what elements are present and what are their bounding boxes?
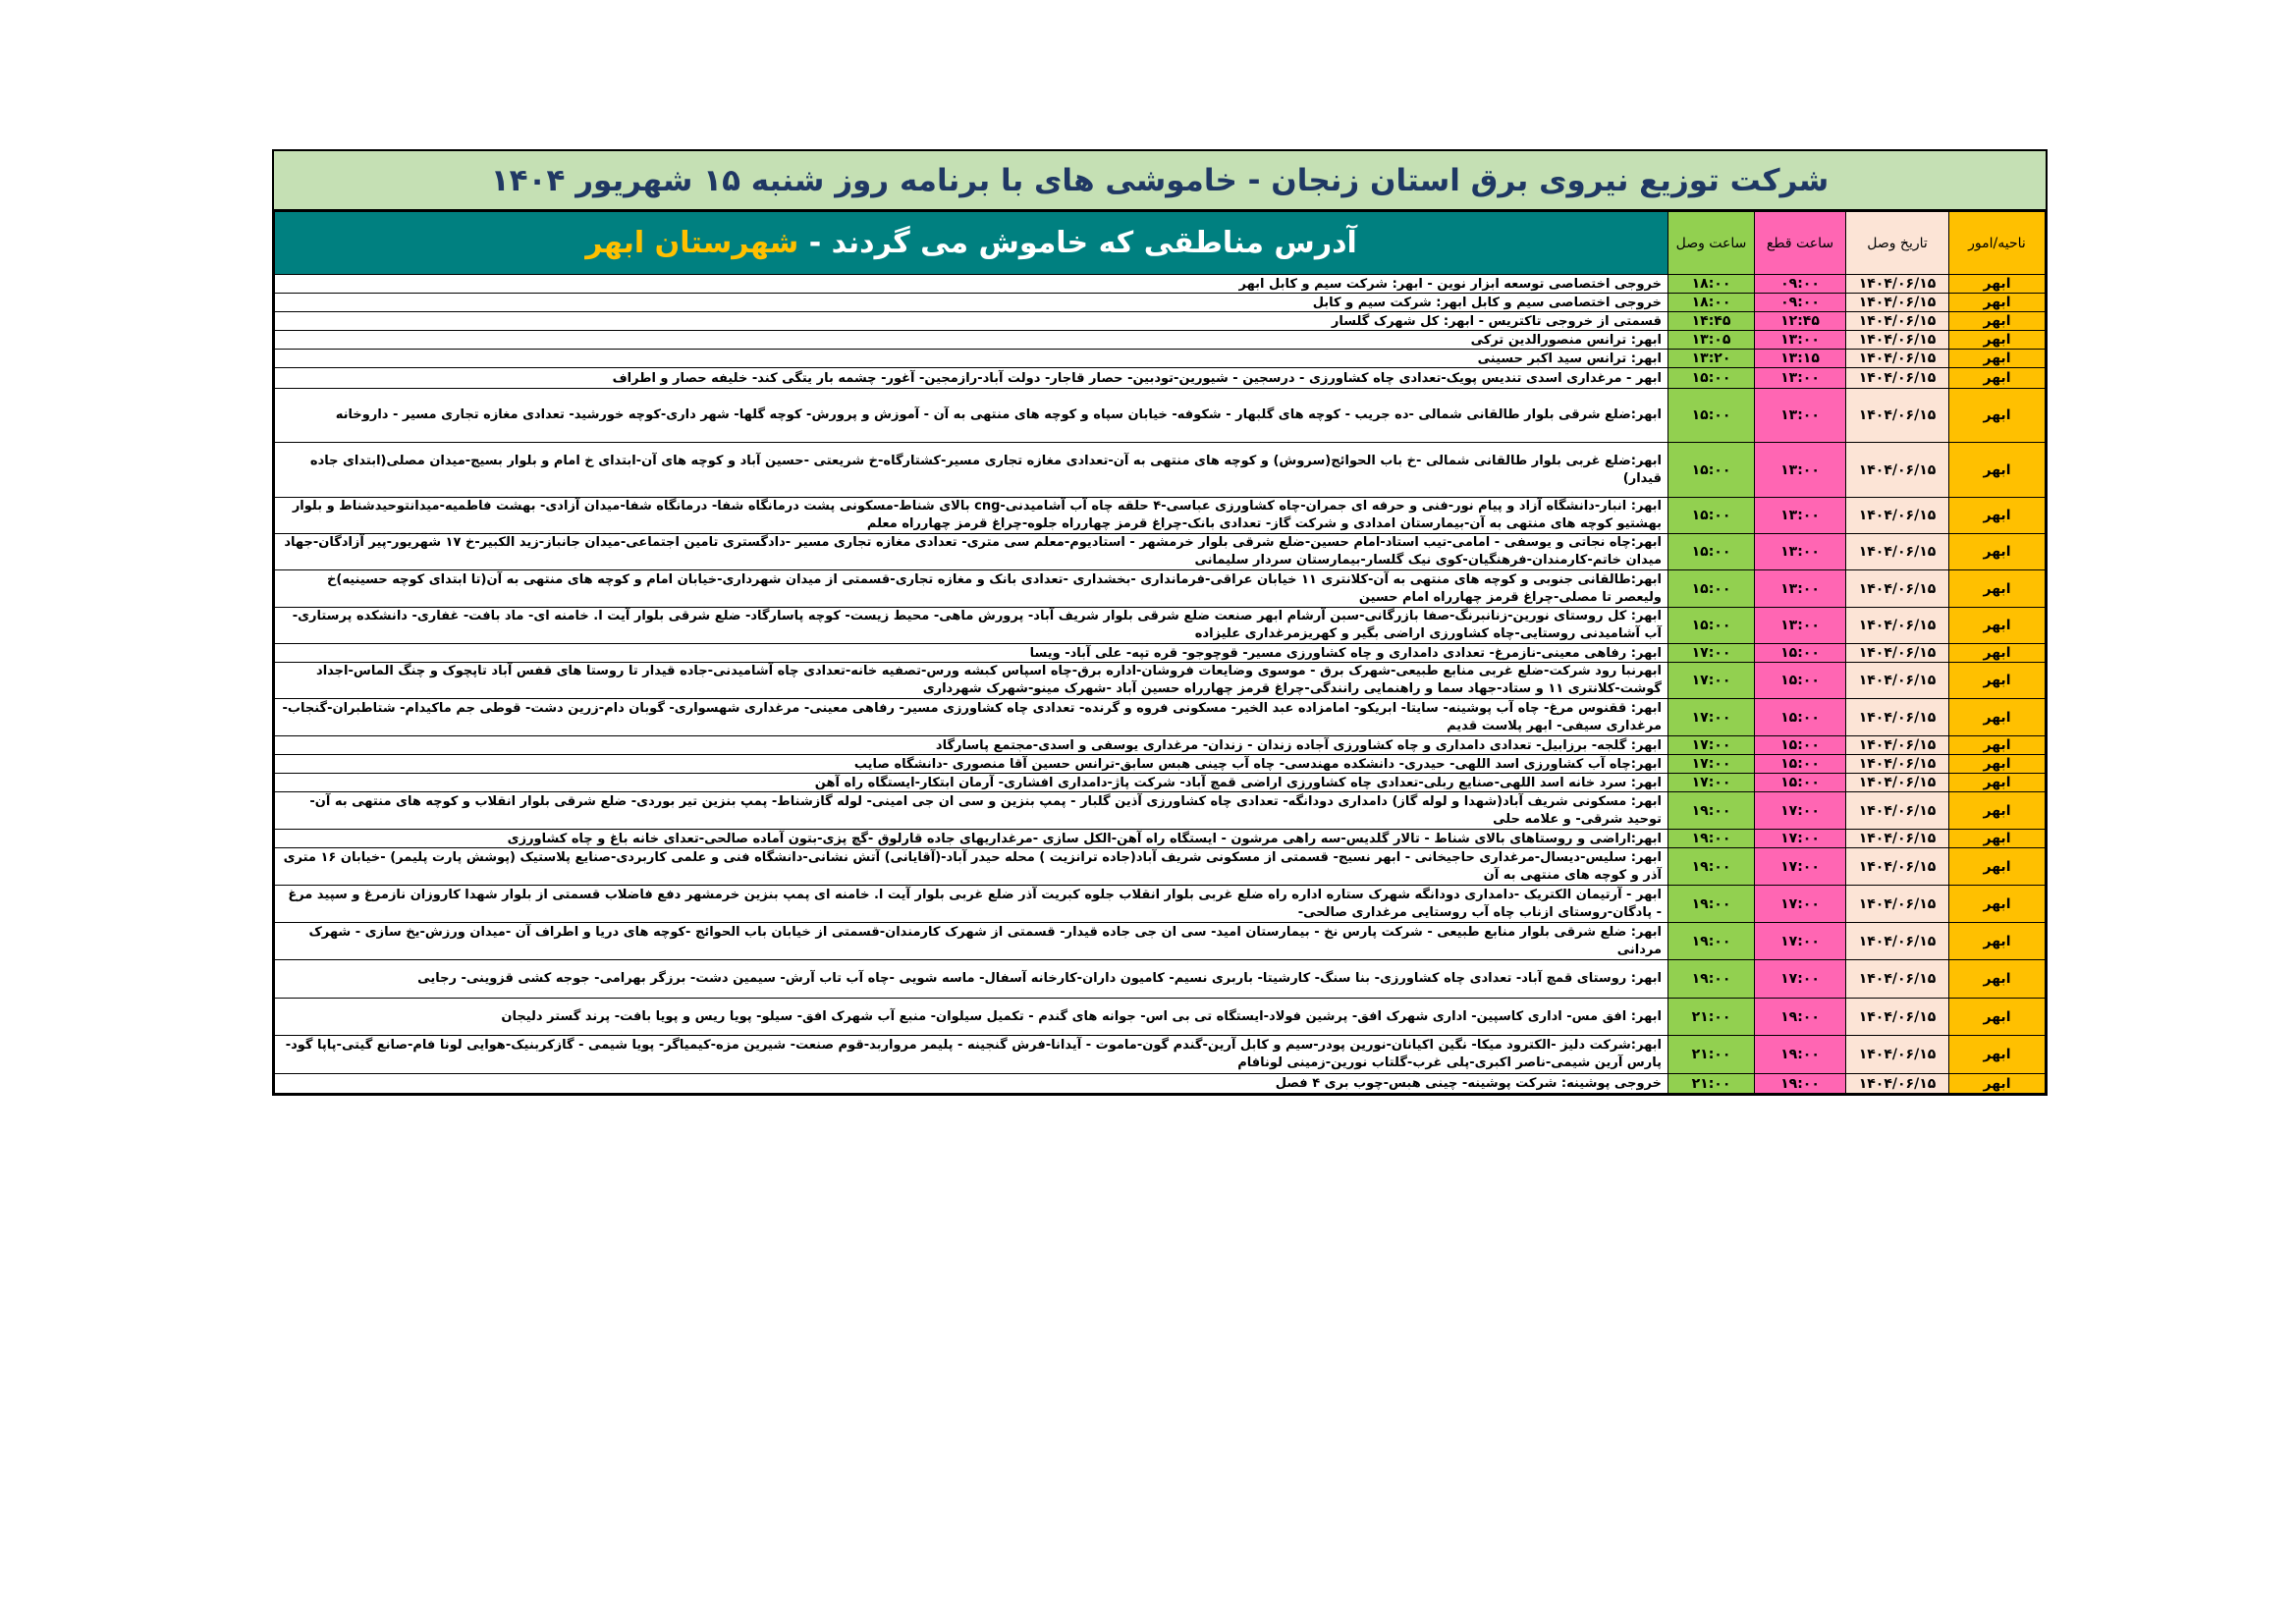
table-row [275, 755, 2046, 774]
cell-connect-time: ۱۹:۰۰ [1668, 960, 1755, 999]
cell-cut-time: ۱۳:۰۰ [1755, 534, 1846, 570]
cell-connect-time: ۱۵:۰۰ [1668, 389, 1755, 443]
cell-address: ابهر: ققنوس مرغ- چاه آب پوشینه- سایتا- ابریکو- امامزاده عبد الخیر- مسکونی فروه و گرنده- تعدادی چاه کشاورزی مسیر- رفاهی معینی- مرغداری شهسواری- گوبان دام-زرین دشت- قوطی جم ماکیدام- شتاطبران-گنجاب-مرغداری سیفی- ابهر پلاست قدیم [275, 699, 1668, 736]
table-row [275, 368, 2046, 389]
table-row [275, 294, 2046, 312]
cell-area: ابهر [1949, 755, 2046, 774]
cell-area: ابهر [1949, 663, 2046, 699]
cell-connect-time: ۱۵:۰۰ [1668, 368, 1755, 389]
table-row [275, 848, 2046, 886]
table-row [275, 923, 2046, 960]
cell-address: ابهر: روستای قمچ آباد- تعدادی چاه کشاورزی- بنا سنگ- کارشیتا- باربری نسیم- کامیون داران-کارخانه آسفال- ماسه شویی -چاه آب تاب آرش- سیمین دشت- برزگر بهرامی- جوجه کشی قزوینی- رجایی [275, 960, 1668, 999]
cell-address: ابهرنبا رود شرکت-ضلع غربی منابع طبیعی-شهرک برق - موسوی وضایعات فروشان-اداره برق-چاه اسپاس کبشه ورس-تصفیه خانه-تعدادی چاه آشامیدنی-جاده قیدار تا روستا های قفس آباد تاپچوک و چنگ الماس-اجداد گوشت-کلانتری ۱۱ و ستاد-جهاد سما و راهنمایی رانندگی-چراغ قرمز چهارراه حسین آباد -شهرک مینو-شهرک شهرداری [275, 663, 1668, 699]
table-row [275, 498, 2046, 534]
cell-date: ۱۴۰۴/۰۶/۱۵ [1846, 275, 1949, 294]
cell-connect-time: ۱۴:۴۵ [1668, 312, 1755, 331]
cell-area: ابهر [1949, 443, 2046, 498]
cell-area: ابهر [1949, 999, 2046, 1036]
title-company: شرکت توزیع نیروی برق استان زنجان [1271, 162, 1830, 198]
cell-address: ابهر:شرکت دلیز -الکترود میکا- نگین اکیانان-نورین پودر-سیم و کابل آرین-گندم گون-ماموت - آیدانا-فرش گنجینه - پلیمر مرواربد-قوم صنعت- شیرین مزه-کیمیاگر- پویا شیمی - گازکربنیک-هوایی لونا فام-صانع گیتی-پاپا گود-پارس آرین شیمی-ناصر اکبری-پلی غرب-گلتاب نورین-زمینی لونافام [275, 1036, 1668, 1074]
table-row [275, 275, 2046, 294]
header-date: تاریخ وصل [1846, 212, 1949, 275]
cell-address: ابهر - مرغداری اسدی تندیس پویک-تعدادی چاه کشاورزی - درسجین - شیورین-تودبین- حصار قاجار- دولت آباد-رازمجین- آغور- چشمه بار یتگی کند- خلیفه حصار و اطراف [275, 368, 1668, 389]
cell-date: ۱۴۰۴/۰۶/۱۵ [1846, 1036, 1949, 1074]
cell-cut-time: ۰۹:۰۰ [1755, 275, 1846, 294]
cell-address: خروجی اختصاصی توسعه ابزار نوین - ابهر: شرکت سیم و کابل ابهر [275, 275, 1668, 294]
cell-date: ۱۴۰۴/۰۶/۱۵ [1846, 350, 1949, 368]
cell-connect-time: ۲۱:۰۰ [1668, 999, 1755, 1036]
cell-connect-time: ۱۹:۰۰ [1668, 848, 1755, 886]
cell-cut-time: ۱۳:۱۵ [1755, 350, 1846, 368]
cell-address: ابهر: کل روستای نورین-زنانبرنگ-صفا بازرگانی-سبن آرشام ابهر صنعت ضلع شرقی بلوار شریف آباد- پرورش ماهی- محیط زیست- کوچه پاسارگاد- ضلع شرقی بلوار آیت ا. خامنه ای- ماد بافت- غفاری- دانشکده پرستاری-آب آشامیدنی روستایی-چاه کشاورزی اراضی بگیر و کهریزمرغداری علیزاده [275, 608, 1668, 644]
cell-cut-time: ۱۹:۰۰ [1755, 999, 1846, 1036]
cell-area: ابهر [1949, 350, 2046, 368]
cell-date: ۱۴۰۴/۰۶/۱۵ [1846, 608, 1949, 644]
cell-date: ۱۴۰۴/۰۶/۱۵ [1846, 1074, 1949, 1094]
cell-cut-time: ۱۲:۴۵ [1755, 312, 1846, 331]
cell-connect-time: ۱۳:۲۰ [1668, 350, 1755, 368]
cell-cut-time: ۱۳:۰۰ [1755, 443, 1846, 498]
cell-address: خروجی پوشینه: شرکت پوشینه- چینی هبس-چوب بری ۴ فصل [275, 1074, 1668, 1094]
cell-cut-time: ۱۷:۰۰ [1755, 848, 1846, 886]
cell-date: ۱۴۰۴/۰۶/۱۵ [1846, 923, 1949, 960]
cell-cut-time: ۱۵:۰۰ [1755, 736, 1846, 755]
table-row [275, 534, 2046, 570]
cell-area: ابهر [1949, 331, 2046, 350]
cell-connect-time: ۱۷:۰۰ [1668, 699, 1755, 736]
cell-area: ابهر [1949, 736, 2046, 755]
cell-cut-time: ۱۵:۰۰ [1755, 755, 1846, 774]
cell-date: ۱۴۰۴/۰۶/۱۵ [1846, 999, 1949, 1036]
cell-address: ابهر: افق مس- اداری کاسپین- اداری شهرک افق- پرشین فولاد-ایستگاه تی بی اس- جوانه های گندم - تکمیل سیلوان- منبع آب شهرک افق- سیلو- پویا ریس و پویا بافت- پرند گستر دلیجان [275, 999, 1668, 1036]
cell-area: ابهر [1949, 389, 2046, 443]
header-city: شهرستان ابهر [585, 226, 799, 260]
cell-area: ابهر [1949, 830, 2046, 848]
cell-area: ابهر [1949, 699, 2046, 736]
cell-connect-time: ۱۹:۰۰ [1668, 830, 1755, 848]
table-row [275, 608, 2046, 644]
cell-address: ابهر: مسکونی شریف آباد(شهدا و لوله گاز) دامداری دودانگه- تعدادی چاه کشاورزی آذین گلبار - پمپ بنزین و سی ان جی امینی- لوله گازشناط- پمپ بنزین تیر بوردی- ضلع شرقی بلوار انقلاب و کوچه های منتهی به آن- توحید شرقی- و علامه حلی [275, 792, 1668, 830]
cell-connect-time: ۱۹:۰۰ [1668, 886, 1755, 923]
header-area: ناحیه/امور [1949, 212, 2046, 275]
cell-address: ابهر: ترانس منصورالدین ترکی [275, 331, 1668, 350]
table-row [275, 312, 2046, 331]
cell-address: ابهر - آرتیمان الکتریک -دامداری دودانگه شهرک ستاره اداره راه ضلع غربی بلوار انقلاب جلوه کبریت آذر ضلع غربی بلوار آیت ا. خامنه ای پمپ بنزین خرمشهر دفع فاضلاب قسمتی از بلوار شهدا کاروزان نازمرغ و سپید مرغ - پادگان-روستای ازناب چاه آب روستایی مرغداری صالحی- [275, 886, 1668, 923]
cell-date: ۱۴۰۴/۰۶/۱۵ [1846, 294, 1949, 312]
cell-cut-time: ۱۳:۰۰ [1755, 608, 1846, 644]
cell-connect-time: ۱۷:۰۰ [1668, 774, 1755, 792]
cell-area: ابهر [1949, 644, 2046, 663]
table-row [275, 699, 2046, 736]
cell-connect-time: ۱۸:۰۰ [1668, 275, 1755, 294]
cell-cut-time: ۱۷:۰۰ [1755, 923, 1846, 960]
cell-date: ۱۴۰۴/۰۶/۱۵ [1846, 830, 1949, 848]
cell-date: ۱۴۰۴/۰۶/۱۵ [1846, 848, 1949, 886]
cell-date: ۱۴۰۴/۰۶/۱۵ [1846, 663, 1949, 699]
cell-area: ابهر [1949, 923, 2046, 960]
table-row [275, 331, 2046, 350]
cell-area: ابهر [1949, 792, 2046, 830]
cell-cut-time: ۱۳:۰۰ [1755, 331, 1846, 350]
title-schedule: خاموشی های با برنامه روز شنبه ۱۵ شهریور ۱۴۰۴ [490, 162, 1237, 198]
cell-date: ۱۴۰۴/۰۶/۱۵ [1846, 534, 1949, 570]
cell-connect-time: ۱۹:۰۰ [1668, 792, 1755, 830]
cell-date: ۱۴۰۴/۰۶/۱۵ [1846, 755, 1949, 774]
cell-connect-time: ۱۵:۰۰ [1668, 534, 1755, 570]
cell-address: ابهر: رفاهی معینی-نازمرغ- تعدادی دامداری و چاه کشاورزی مسیر- قوچوجو- قره تپه- علی آباد- ویسا [275, 644, 1668, 663]
cell-cut-time: ۱۷:۰۰ [1755, 886, 1846, 923]
cell-connect-time: ۱۵:۰۰ [1668, 608, 1755, 644]
cell-date: ۱۴۰۴/۰۶/۱۵ [1846, 644, 1949, 663]
table-row [275, 830, 2046, 848]
cell-cut-time: ۱۵:۰۰ [1755, 699, 1846, 736]
cell-address: ابهر: گلجه- برزابیل- تعدادی دامداری و چاه کشاورزی آجاده زندان - زندان- مرغداری یوسفی و اسدی-مجتمع پاسارگاد [275, 736, 1668, 755]
cell-address: ابهر: ترانس سید اکبر حسینی [275, 350, 1668, 368]
table-row [275, 792, 2046, 830]
cell-date: ۱۴۰۴/۰۶/۱۵ [1846, 699, 1949, 736]
cell-date: ۱۴۰۴/۰۶/۱۵ [1846, 498, 1949, 534]
cell-cut-time: ۱۳:۰۰ [1755, 498, 1846, 534]
title-separator: - [1236, 162, 1272, 198]
page-title [274, 151, 2046, 211]
cell-area: ابهر [1949, 294, 2046, 312]
cell-connect-time: ۱۵:۰۰ [1668, 498, 1755, 534]
cell-address: ابهر:طالقانی جنوبی و کوچه های منتهی به آن-کلانتری ۱۱ خیابان عراقی-فرمانداری -بخشداری -تعدادی بانک و مغازه تجاری-قسمتی از میدان شهرداری-خیابان امام و کوچه های منتهی به آن(تا ابتدای کوچه حسینیه)خ ولیعصر تا مصلی-چراغ قرمز چهارراه امام حسین [275, 570, 1668, 608]
cell-cut-time: ۱۷:۰۰ [1755, 792, 1846, 830]
cell-address: ابهر:ضلع شرقی بلوار طالقانی شمالی -ده جریب - کوچه های گلبهار - شکوفه- خیابان سپاه و کوچه های منتهی به آن - آموزش و پرورش- کوچه گلها- شهر داری-کوچه خورشید- تعدادی مغازه تجاری مسیر - داروخانه [275, 389, 1668, 443]
table-row [275, 350, 2046, 368]
cell-connect-time: ۱۵:۰۰ [1668, 570, 1755, 608]
cell-area: ابهر [1949, 312, 2046, 331]
cell-date: ۱۴۰۴/۰۶/۱۵ [1846, 774, 1949, 792]
table-row [275, 774, 2046, 792]
table-row [275, 960, 2046, 999]
cell-connect-time: ۲۱:۰۰ [1668, 1074, 1755, 1094]
table-row [275, 736, 2046, 755]
table-row [275, 663, 2046, 699]
cell-date: ۱۴۰۴/۰۶/۱۵ [1846, 886, 1949, 923]
table-header-row [275, 212, 2046, 275]
outage-sheet [272, 149, 2048, 1096]
cell-cut-time: ۱۷:۰۰ [1755, 960, 1846, 999]
cell-area: ابهر [1949, 275, 2046, 294]
cell-area: ابهر [1949, 570, 2046, 608]
header-cut-time: ساعت قطع [1755, 212, 1846, 275]
cell-cut-time: ۱۳:۰۰ [1755, 368, 1846, 389]
cell-address: ابهر:چاه آب کشاورزی اسد اللهی- حیدری- دانشکده مهندسی- چاه آب چینی هبس سابق-ترانس حسین آقا منصوری -دانشگاه صایب [275, 755, 1668, 774]
cell-cut-time: ۱۷:۰۰ [1755, 830, 1846, 848]
cell-address: ابهر: ضلع شرقی بلوار منابع طبیعی - شرکت پارس نخ - بیمارستان امید- سی ان جی جاده قیدار- قسمتی از شهرک کارمندان-قسمتی از خیابان باب الحوائج -کوچه های دریا و اطراف آن -میدان ورزش-یخ سازی - شهرک مردانی [275, 923, 1668, 960]
cell-date: ۱۴۰۴/۰۶/۱۵ [1846, 368, 1949, 389]
table-row [275, 886, 2046, 923]
cell-cut-time: ۰۹:۰۰ [1755, 294, 1846, 312]
cell-address: ابهر:چاه نجاتی و یوسفی - امامی-تیب استاد-امام حسین-ضلع شرقی بلوار خرمشهر - استادیوم-معلم سی متری- تعدادی مغازه تجاری مسیر -دادگستری تامین اجتماعی-میدان جانباز-زید الکبیر-خ ۱۷ شهریور-پیر آزادگان-جهاد میدان خاتم-کارمندان-فرهنگیان-کوی نیک گلسار-بیمارستان سردار سلیمانی [275, 534, 1668, 570]
cell-connect-time: ۲۱:۰۰ [1668, 1036, 1755, 1074]
cell-area: ابهر [1949, 774, 2046, 792]
cell-cut-time: ۱۵:۰۰ [1755, 663, 1846, 699]
header-connect-time: ساعت وصل [1668, 212, 1755, 275]
cell-address: ابهر:اراضی و روستاهای بالای شناط - تالار گلدیس-سه راهی مرشون - ایستگاه راه آهن-الکل سازی -مرغداریهای جاده قارلوق -گچ پزی-بتون آماده صالحی-تعدای خانه باغ و چاه کشاورزی [275, 830, 1668, 848]
cell-address: ابهر:ضلع غربی بلوار طالقانی شمالی -خ باب الحوائج(سروش) و کوچه های منتهی به آن-تعدادی مغازه تجاری مسیر-کشتارگاه-خ شریعتی -حسین آباد و کوچه های آن-ابتدای خ امام و بلوار بسیج-میدان مصلی(ابتدای جاده قیدار) [275, 443, 1668, 498]
cell-connect-time: ۱۵:۰۰ [1668, 443, 1755, 498]
cell-date: ۱۴۰۴/۰۶/۱۵ [1846, 312, 1949, 331]
table-row [275, 644, 2046, 663]
cell-area: ابهر [1949, 886, 2046, 923]
cell-date: ۱۴۰۴/۰۶/۱۵ [1846, 792, 1949, 830]
cell-area: ابهر [1949, 960, 2046, 999]
cell-area: ابهر [1949, 498, 2046, 534]
cell-connect-time: ۱۸:۰۰ [1668, 294, 1755, 312]
cell-connect-time: ۱۷:۰۰ [1668, 736, 1755, 755]
cell-address: خروجی اختصاصی سیم و کابل ابهر: شرکت سیم و کابل [275, 294, 1668, 312]
table-row [275, 570, 2046, 608]
cell-date: ۱۴۰۴/۰۶/۱۵ [1846, 960, 1949, 999]
cell-date: ۱۴۰۴/۰۶/۱۵ [1846, 331, 1949, 350]
cell-connect-time: ۱۷:۰۰ [1668, 755, 1755, 774]
cell-date: ۱۴۰۴/۰۶/۱۵ [1846, 736, 1949, 755]
cell-area: ابهر [1949, 608, 2046, 644]
cell-connect-time: ۱۳:۰۵ [1668, 331, 1755, 350]
cell-area: ابهر [1949, 368, 2046, 389]
cell-connect-time: ۱۷:۰۰ [1668, 644, 1755, 663]
cell-cut-time: ۱۹:۰۰ [1755, 1074, 1846, 1094]
outage-table [274, 211, 2046, 1094]
cell-date: ۱۴۰۴/۰۶/۱۵ [1846, 570, 1949, 608]
cell-connect-time: ۱۹:۰۰ [1668, 923, 1755, 960]
table-row [275, 1036, 2046, 1074]
cell-address: ابهر: سرد خانه اسد اللهی-صنایع ربلی-تعدادی چاه کشاورزی اراضی قمچ آباد- شرکت پاژ-دامداری افشاری- آرمان ابتکار-ایستگاه راه آهن [275, 774, 1668, 792]
cell-address: ابهر: انبار-دانشگاه آزاد و پیام نور-فنی و حرفه ای جمران-چاه کشاورزی عباسی-۴ حلقه چاه آب آشامیدنی-cng بالای شناط-مسکونی پشت درمانگاه شفا- درمانگاه شفا-میدان آزادی- بهشت فاطمیه-میدانتوحیدشناط و بلوار بهشتیو کوچه های منتهی به آن-بیمارستان امدادی و شرکت گاز- تعدادی بانک-چراغ قرمز چهارراه جلوه-چراغ قرمز چهارراه معلم [275, 498, 1668, 534]
table-row [275, 1074, 2046, 1094]
cell-date: ۱۴۰۴/۰۶/۱۵ [1846, 389, 1949, 443]
cell-cut-time: ۱۵:۰۰ [1755, 774, 1846, 792]
cell-area: ابهر [1949, 534, 2046, 570]
cell-connect-time: ۱۷:۰۰ [1668, 663, 1755, 699]
cell-address: ابهر: سلیس-دیسال-مرغداری حاجیخانی - ابهر نسیج- قسمتی از مسکونی شریف آباد(جاده ترانزیت ) محله حیدر آباد-(آقایانی) آتش نشانی-دانشگاه فنی و علمی کاربردی-صنایع پلاستیک (پوشش پارت پلیمر) -خیابان ۱۶ متری آذر و کوچه های منتهی به آن [275, 848, 1668, 886]
table-row [275, 389, 2046, 443]
cell-area: ابهر [1949, 848, 2046, 886]
table-row [275, 999, 2046, 1036]
table-row [275, 443, 2046, 498]
cell-address: قسمتی از خروجی تاکتریس - ابهر: کل شهرک گلسار [275, 312, 1668, 331]
cell-area: ابهر [1949, 1036, 2046, 1074]
cell-area: ابهر [1949, 1074, 2046, 1094]
cell-cut-time: ۱۹:۰۰ [1755, 1036, 1846, 1074]
cell-date: ۱۴۰۴/۰۶/۱۵ [1846, 443, 1949, 498]
cell-cut-time: ۱۵:۰۰ [1755, 644, 1846, 663]
header-address-label: آدرس مناطقی که خاموش می گردند - [798, 226, 1357, 260]
table-body [275, 275, 2046, 1094]
cell-cut-time: ۱۳:۰۰ [1755, 389, 1846, 443]
cell-cut-time: ۱۳:۰۰ [1755, 570, 1846, 608]
header-address [275, 212, 1668, 275]
